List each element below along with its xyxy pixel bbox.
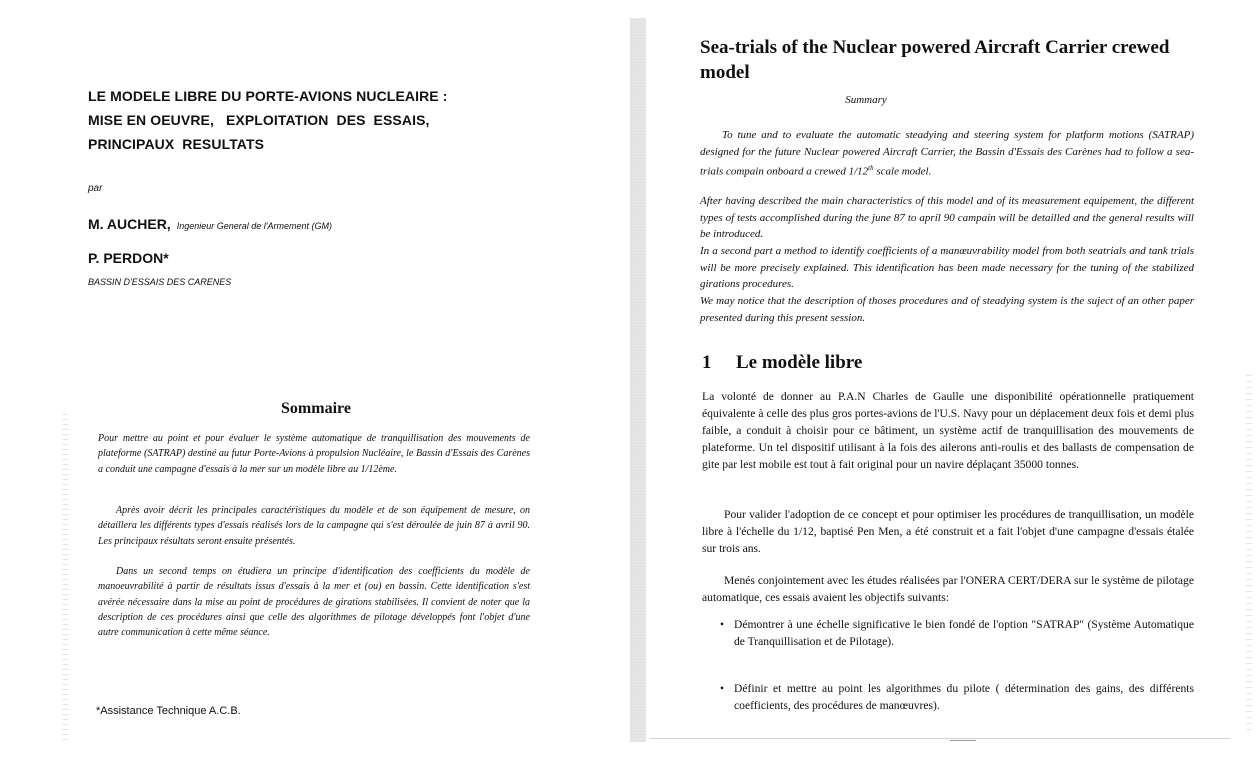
summary-paragraph: We may notice that the description of thoses procedures and of steadying system is the suject of an other paper presented during this present session. — [700, 295, 1194, 324]
scan-specks — [62, 410, 68, 740]
right-page — [650, 0, 1256, 774]
author-aucher — [88, 216, 332, 234]
body-paragraph: Pour valider l'adoption de ce concept et pour optimiser les procédures de tranquillisation, un modèle libre à l'échelle du 1/12, baptisé Pen Men, a été construit et a fait l'objet d'une campagne d'essais étalée sur trois ans. — [702, 508, 1194, 555]
scan-specks — [1246, 370, 1252, 730]
bullet-text: Démontrer à une échelle significative le bien fondé de l'option "SATRAP" (Système Automatique de Tranquillisation et de Pilotage). — [734, 618, 1194, 648]
author-name: M. AUCHER, — [88, 216, 171, 232]
french-title-line: MISE EN OEUVRE, EXPLOITATION DES ESSAIS, — [88, 112, 430, 128]
section-heading — [702, 352, 862, 374]
bullet-dot: • — [720, 682, 725, 695]
summary-text: scale model. — [873, 165, 932, 178]
sommaire-paragraph: Dans un second temps on étudiera un principe d'identification des coefficients du modèle de manoeuvrabilité à partir de résultats issus d'essais à la mer et (ou) en bassin. Cette identification s'est avérée nécessaire dans la mise au point de procédures de girations stabilisées. Il convient de noter que la description de ces procédures ainsi que celle des algorithmes de pilotage développés font l'objet d'une autre communication à cette même séance. — [98, 566, 530, 639]
page-bottom-mark — [950, 740, 976, 741]
page-gutter — [630, 18, 646, 742]
french-title-line: LE MODELE LIBRE DU PORTE-AVIONS NUCLEAIRE : — [88, 88, 448, 104]
author-perdon: P. PERDON* — [88, 250, 169, 266]
footnote: *Assistance Technique A.C.B. — [96, 705, 241, 717]
affiliation: BASSIN D'ESSAIS DES CARENES — [88, 277, 232, 287]
superscript: th — [868, 164, 874, 172]
summary-text: To tune and to evaluate the automatic steadying and steering system for platform motions (SATRAP) designed for the future Nuclear powered Aircraft Carrier, the Bassin d'Essais des Carènes had to follow a sea-trials compain onboard a crewed 1/12 — [700, 129, 1194, 178]
par-label: par — [88, 183, 103, 194]
french-title — [88, 84, 528, 156]
bullet-dot: • — [720, 618, 725, 631]
english-title: Sea-trials of the Nuclear powered Aircraft Carrier crewed model — [700, 37, 1170, 83]
section-number: 1 — [702, 352, 712, 373]
page-bottom-rule — [650, 738, 1230, 739]
sommaire-paragraph: Pour mettre au point et pour évaluer le système automatique de tranquillisation des mouvements de plateforme (SATRAP) destiné au futur Porte-Avions à propulsion Nucléaire, le Bassin d'Essais des Carènes a conduit une campagne d'essais à la mer sur un modèle libre au 1/12ème. — [98, 433, 530, 475]
french-title-line: PRINCIPAUX RESULTATS — [88, 136, 265, 152]
summary-heading: Summary — [845, 94, 887, 106]
summary-paragraph: After having described the main characteristics of this model and of its measurement equipement, the different types of tests accomplished during the june 87 to april 90 campain will be detailled and the general results will be introduced. — [700, 195, 1194, 240]
author-role: Ingenieur General de l'Armement (GM) — [176, 221, 332, 231]
section-title: Le modèle libre — [736, 352, 863, 373]
bullet-item — [720, 680, 1194, 714]
sommaire-paragraph: Après avoir décrit les principales caractéristiques du modèle et de son équipement de mesure, on détaillera les différents types d'essais réalisés lors de la campagne qui s'est déroulée de juin 87 à avril 90. Les principaux résultats seront ensuite présentés. — [98, 505, 530, 547]
bullet-item — [720, 616, 1194, 650]
bullet-text: Définir et mettre au point les algorithmes du pilote ( détermination des gains, des différents coefficients, des procédures de manœuvres). — [734, 682, 1194, 712]
body-paragraph: La volonté de donner au P.A.N Charles de Gaulle une disponibilité opérationnelle pratiquement équivalente à celle des plus gros portes-avions de l'U.S. Navy pour un déplacement deux fois et demi plus faible, a conduit à choisir pour ce bâtiment, un système actif de tranquillisation des mouvements de plateforme. Un tel dispositif utilisant à la fois des ailerons anti-roulis et des ballasts de compensation de gite par lest mobile est tout à fait original pour un navire déplaçant 35000 tonnes. — [702, 390, 1194, 471]
summary-paragraph: In a second part a method to identify coefficients of a manœuvrability model from both seatrials and tank trials will be more precisely explained. This identification has been made necessary for the tuning of the stabilized girations procedures. — [700, 245, 1194, 290]
summary-paragraph — [700, 127, 1194, 180]
body-paragraph: Menés conjointement avec les études réalisées par l'ONERA CERT/DERA sur le système de pilotage automatique, ces essais avaient les objectifs suivants: — [702, 574, 1194, 604]
sommaire-heading: Sommaire — [281, 400, 351, 417]
